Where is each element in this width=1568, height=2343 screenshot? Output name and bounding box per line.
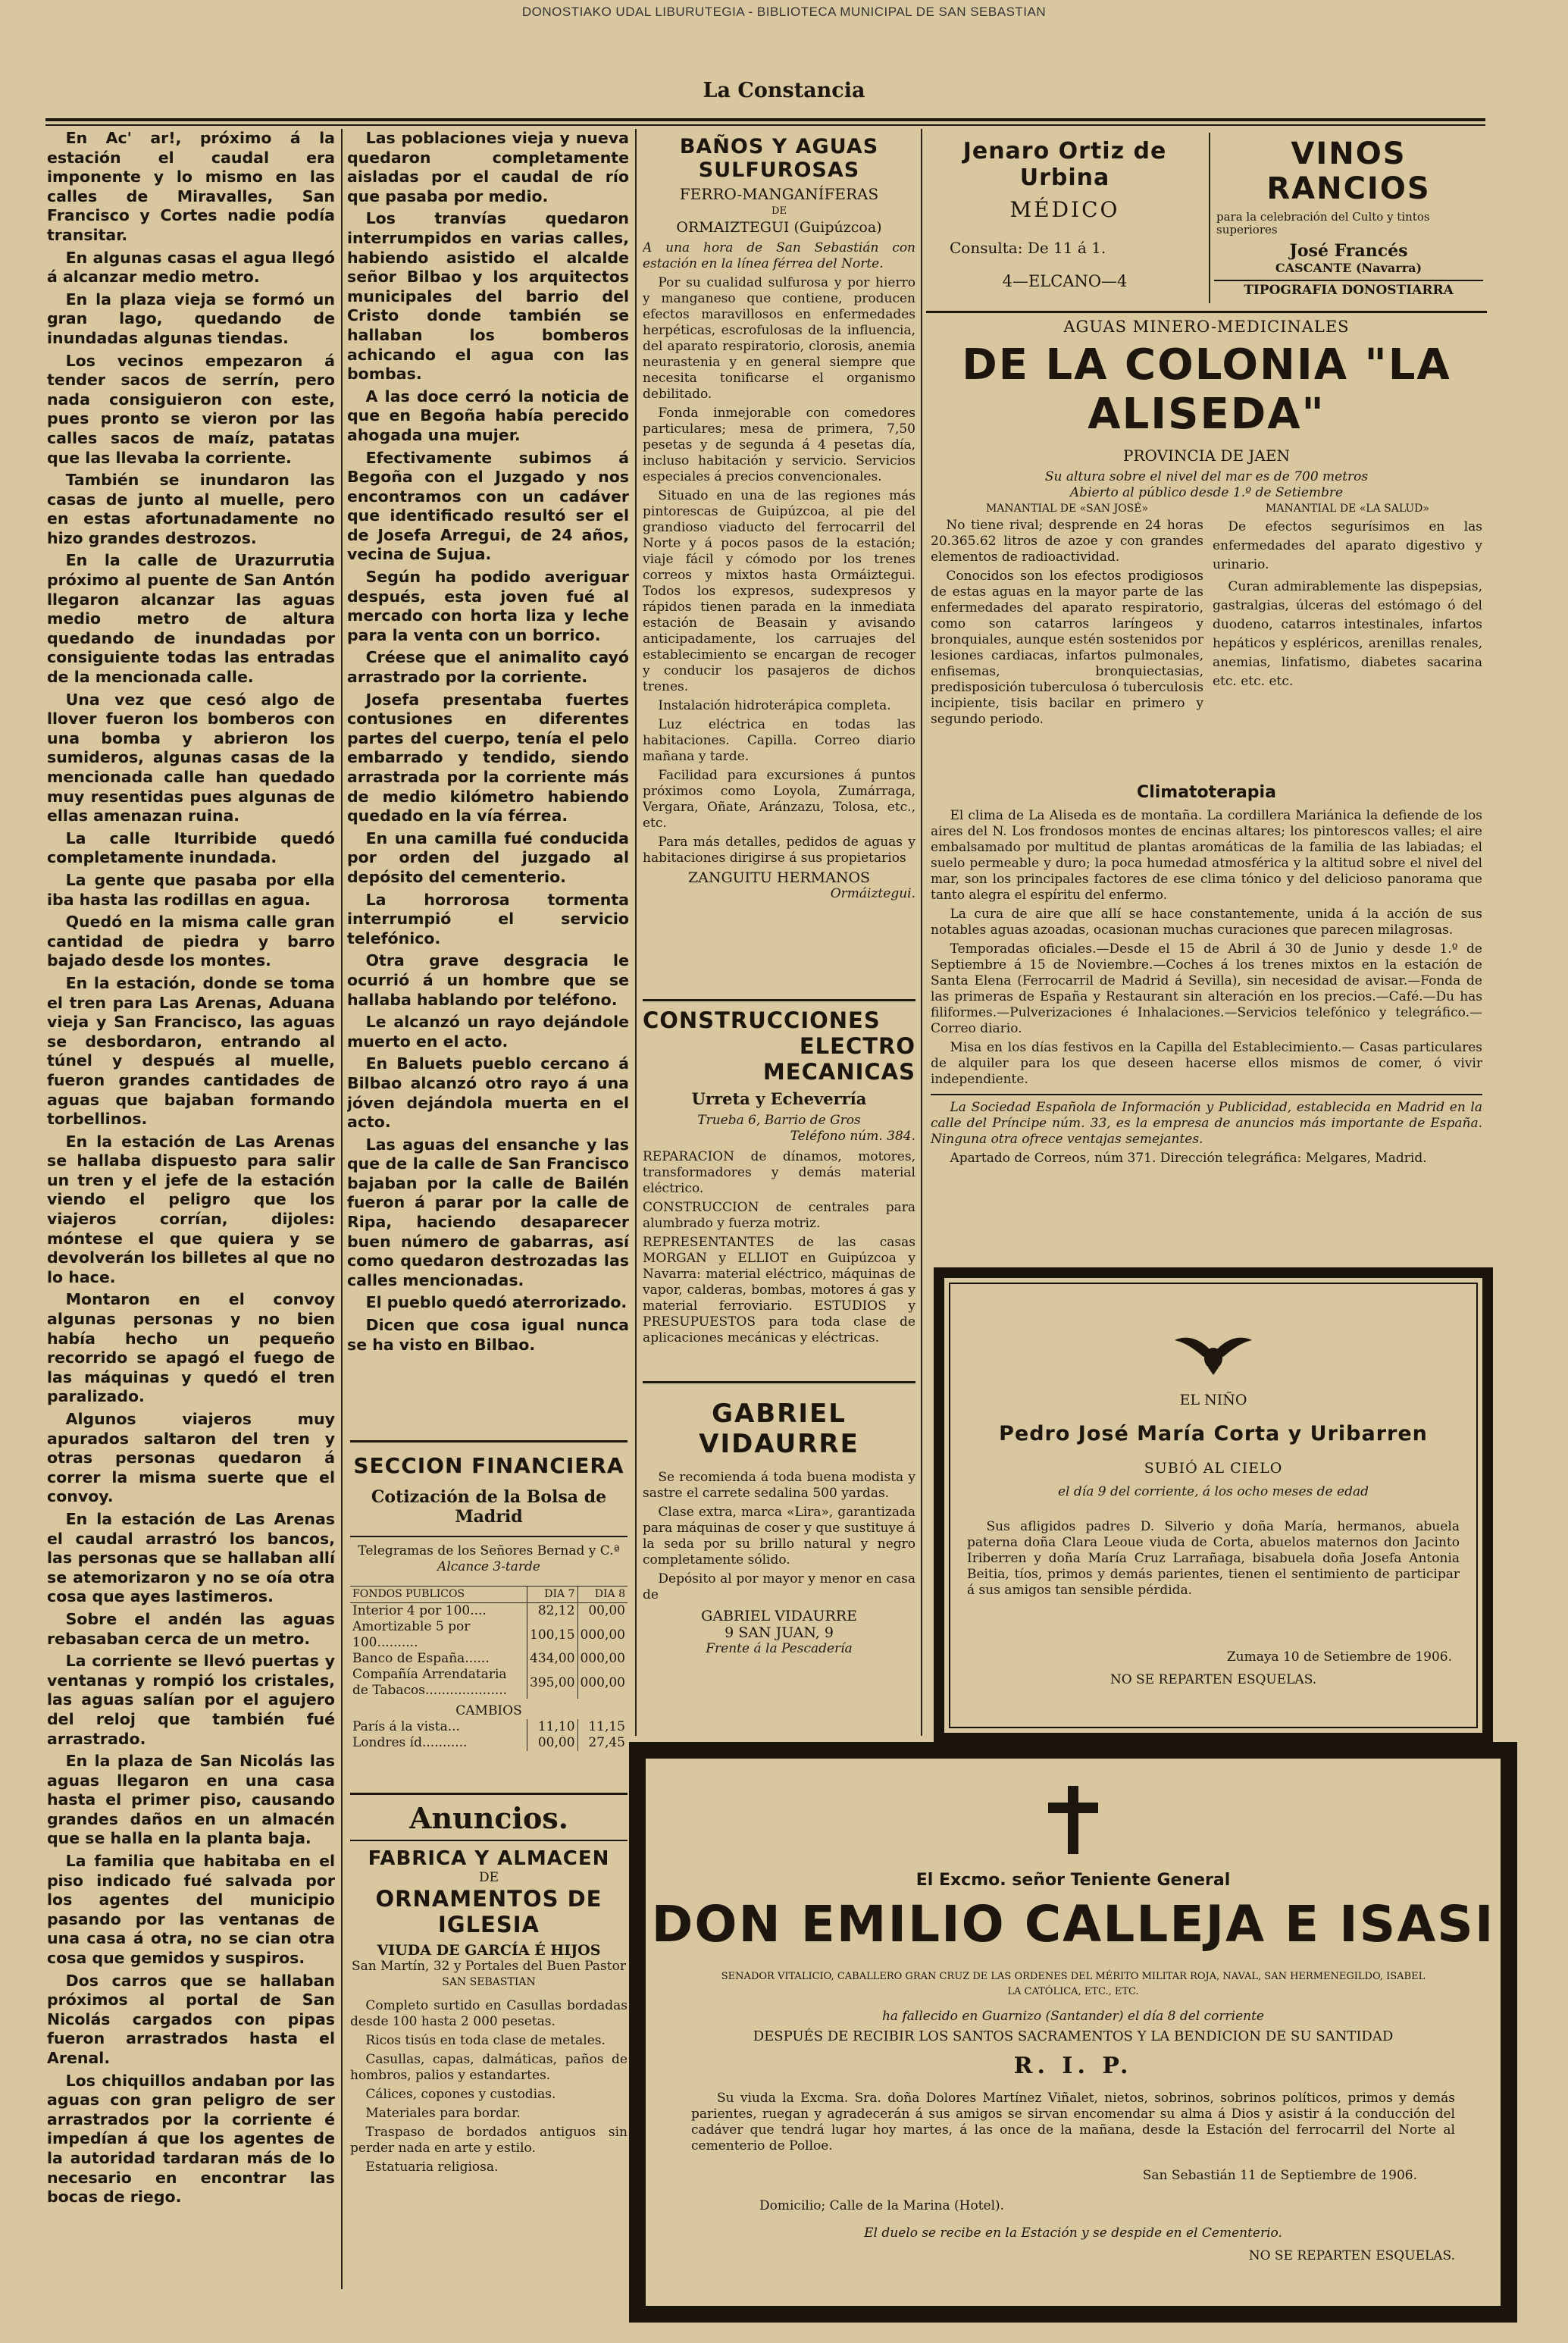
construcciones-address: Trueba 6, Barrio de Gros: [697, 1113, 861, 1128]
column-rule: [635, 129, 637, 1736]
news-paragraph: Una vez que cesó algo de llover fueron los bomberos con una bomba y abrieron los sumideros, algunas casas de la mencionada calle han quedado muy resentidas pues algunas de ellas amenazan ruina.: [47, 690, 335, 825]
news-paragraph: La horrorosa tormenta interrumpió el servicio telefónico.: [347, 890, 629, 948]
news-paragraph: Las poblaciones vieja y nueva quedaron completamente aisladas por el caudal de río que pasaba por medio.: [347, 129, 629, 205]
news-paragraph: Efectivamente subimos á Begoña con el Juzgado y nos encontramos con un cadáver que identificado resultó ser el de Josefa Arregui, de 24 años, vecina de Sujua.: [347, 448, 629, 564]
construcciones-firm: Urreta y Echeverría: [691, 1089, 867, 1108]
nino-date: el día 9 del corriente, á los ocho meses de edad: [1057, 1484, 1369, 1499]
news-paragraph: También se inundaron las casas de junto al muelle, pero en estas afortunadamente no hizo grandes destrozos.: [47, 471, 335, 547]
row-label: Amortizable 5 por 100..........: [352, 1619, 471, 1650]
row-value: 434,00: [527, 1651, 577, 1667]
nino-text: Sus afligidos padres D. Silverio y doña María, hermanos, abuela paterna doña Clara Leoue viuda de Corta, abuelos maternos don Jacinto Iriberren y doña María Cruz Larrañaga, bisabuela doña Josefa Antonia Beitia, tíos, primos y demás parientes, tienen el sentimiento de participar á sus amigos tan sensible pérdida.: [967, 1519, 1460, 1598]
vidaurre-address: 9 SAN JUAN, 9: [725, 1624, 834, 1641]
row-value: 395,00: [527, 1667, 577, 1699]
calleja-name: DON EMILIO CALLEJA E ISASI: [651, 1895, 1495, 1953]
vidaurre-paragraph: Depósito al por mayor y menor en casa de: [643, 1571, 915, 1602]
finance-telegram: Telegramas de los Señores Bernad y C.ª: [358, 1543, 620, 1558]
calleja-domicilio: Domicilio; Calle de la Marina (Hotel).: [759, 2198, 1005, 2213]
banos-ad: [643, 129, 915, 989]
aliseda-open: Abierto al público desde 1.º de Setiembre: [1069, 485, 1344, 500]
nino-notice: [934, 1267, 1493, 1743]
news-paragraph: Según ha podido averiguar después, esta joven fué al mercado con horta liza y leche para la venta con un borrico.: [347, 568, 629, 644]
top-rule-thin: [45, 124, 1485, 126]
banos-intro: A una hora de San Sebastián con estación en la línea férrea del Norte.: [643, 240, 915, 271]
clima-paragraph: El clima de La Aliseda es de montaña. La cordillera Mariánica la defiende de los aires del N. Los frondosos montes de encinas altares; los pintorescos valles; el aire embalsamado por multitud de plantas aromáticas de la familia de las labiadas; el suelo permeable y duro; la poca humedad atmosférica y la altitud sobre el nivel del mar, son los principales factores de ese clima tónico y del delicioso panorama que tanto alegra el espíritu del enfermo.: [931, 808, 1482, 903]
news-column-2: [347, 129, 629, 1433]
news-paragraph: Los tranvías quedaron interrumpidos en varias calles, habiendo asistido el alcalde señor Bilbao y los arquitectos municipales del barrio del Cristo donde también se hallaban los bomberos achicando el agua con las bombas.: [347, 209, 629, 384]
clima-paragraph: Apartado de Correos, núm 371. Dirección telegráfica: Melgares, Madrid.: [950, 1151, 1427, 1166]
construcciones-paragraph: REPARACION de dínamos, motores, transformadores y demás material eléctrico.: [643, 1149, 915, 1196]
news-paragraph: Quedó en la misma calle gran cantidad de piedra y barro bajado desde los montes.: [47, 913, 335, 970]
medico-consulta: Consulta: De 11 á 1.: [950, 239, 1106, 257]
manantial-paragraph: De efectos segurísimos en las enfermedades del aparato digestivo y urinario.: [1213, 519, 1482, 572]
ad-line: Materiales para bordar.: [365, 2106, 521, 2121]
news-column-1: [47, 129, 335, 2274]
row-label: Compañía Arrendataria de Tabacos....................: [352, 1667, 508, 1698]
news-paragraph: La corriente se llevó puertas y ventanas y rompió los cristales, las aguas salían por el agujero del reloj que también fué arrastrado.: [47, 1652, 335, 1748]
masthead: La Constancia: [703, 79, 865, 102]
calleja-no-esquelas: NO SE REPARTEN ESQUELAS.: [1248, 2248, 1455, 2263]
vinos-place: CASCANTE (Navarra): [1275, 261, 1422, 275]
banos-paragraph: Por su cualidad sulfurosa y por hierro y manganeso que contiene, producen efectos maravillosos en enfermedades herpéticas, escrofulosas de la influencia, del aparato respiratorio, clorosis, anemia neurastenia y en general siempre que necesita tonificarse el organismo debilitado.: [643, 275, 915, 402]
manantial-heading: MANANTIAL DE «LA SALUD»: [1266, 503, 1429, 515]
finance-head-label: FONDOS PUBLICOS: [352, 1588, 465, 1600]
medico-name: Jenaro Ortiz de Urbina: [962, 138, 1167, 191]
finance-scope: Alcance 3-tarde: [437, 1559, 540, 1574]
banos-title: BAÑOS Y AGUAS SULFUROSAS: [679, 135, 879, 182]
calleja-rip: R. I. P.: [1013, 2053, 1133, 2079]
news-paragraph: A las doce cerró la noticia de que en Begoña había perecido ahogada una mujer.: [347, 387, 629, 444]
clima-paragraph: Misa en los días festivos en la Capilla del Establecimiento.— Casas particulares de alquiler para los que deseen hacerse ellos mismos de comer, ó vivir independiente.: [931, 1040, 1482, 1087]
news-paragraph: Los chiquillos andaban por las aguas con gran peligro de ser arrastrados por la corriente é impedían á que los agentes de la autoridad tardaran más de lo necesario en encontrar las bocas de riego.: [47, 2071, 335, 2207]
calleja-notice: [629, 1742, 1517, 2323]
news-paragraph: Montaron en el convoy algunas personas y no bien había hecho un pequeño recorrido se apagó el fuego de las máquinas y quedó el tren paralizado.: [47, 1290, 335, 1406]
construcciones-subtitle: ELECTRO MECANICAS: [762, 1033, 915, 1085]
fabrica-title: FABRICA Y ALMACEN: [368, 1847, 610, 1870]
calleja-fallecido: ha fallecido en Guarnizo (Santander) el día 8 del corriente: [881, 2009, 1264, 2024]
row-value: 000,00: [577, 1651, 628, 1667]
nino-place: Zumaya 10 de Setiembre de 1906.: [1226, 1649, 1452, 1665]
clima-paragraph: Temporadas oficiales.—Desde el 15 de Abril á 30 de Junio y desde 1.º de Septiembre á 15 de Noviembre.—Coches á los trenes mixtos en la estación de Santa Elena (Ferrocarril de Madrid á Sevilla), sin necesidad de avisar.—Fonda de las primeras de España y Restaurant sin alteración en los precios.—Café.—Du has filiformes.—Pulverizaciones é Inhalaciones.—Servicios telefónico y telegráfico.—Correo diario.: [931, 941, 1482, 1036]
nino-name: Pedro José María Corta y Uribarren: [999, 1422, 1428, 1446]
news-paragraph: En la estación de Las Arenas se hallaba dispuesto para salir un tren y el jefe de la estación viendo el peligro que los viajeros corrían, dijoles: móntese el que quiera y se devolverán los billetes al que no lo hace.: [47, 1132, 335, 1286]
manantial-paragraph: Curan admirablemente las dispepsias, gastralgias, úlceras del estómago ó del duodeno, catarros intestinales, infartos hepáticos y espléricos, arenillas renales, anemias, linfatismo, diabetes sacarina etc. etc. etc.: [1213, 579, 1482, 689]
news-paragraph: Dos carros que se hallaban próximos al portal de San Nicolás cargados con pipas fueron arrastrados hasta el Arenal.: [47, 1971, 335, 2067]
ad-line: Ricos tisús en toda clase de metales.: [365, 2033, 606, 2048]
nino-no-esquelas: NO SE REPARTEN ESQUELAS.: [1109, 1672, 1317, 1687]
news-paragraph: La calle Iturribide quedó completamente inundada.: [47, 829, 335, 867]
banos-paragraph: Facilidad para excursiones á puntos próximos como Loyola, Zumárraga, Vergara, Oñate, Aránzazu, Tolosa, etc., etc.: [643, 768, 915, 831]
manantial-paragraph: No tiene rival; desprende en 24 horas 20.365.62 litros de azoe y con grandes elementos de radioactividad.: [931, 518, 1203, 565]
news-paragraph: Dicen que cosa igual nunca se ha visto en Bilbao.: [347, 1316, 629, 1354]
news-paragraph: Otra grave desgracia le ocurrió á un hombre que se hallaba hablando por teléfono.: [347, 951, 629, 1009]
row-value: 11,15: [577, 1719, 628, 1735]
banos-paragraph: Instalación hidroterápica completa.: [658, 698, 891, 713]
vinos-ad: [1214, 129, 1483, 307]
top-rule: [45, 118, 1485, 121]
construcciones-ad: [643, 999, 915, 1380]
medico-address: 4—ELCANO—4: [1002, 272, 1128, 290]
table-row: [350, 1719, 628, 1735]
news-paragraph: Los vecinos empezaron á tender sacos de serrín, pero nada consiguieron con este, pues pronto se vieron por las calles sacos de maíz, patatas que las llevaba la corriente.: [47, 351, 335, 467]
nino-subio: SUBIÓ AL CIELO: [1144, 1460, 1283, 1477]
column-rule: [921, 129, 922, 1736]
table-row: [350, 1667, 628, 1699]
news-paragraph: Las aguas del ensanche y las que de la calle de San Francisco bajaban por la calle de Bailén fueron á parar por la calle de Ripa, haciendo desaparecer buen número de gabarras, así como quedaron destrozadas las calles mencionadas.: [347, 1135, 629, 1289]
row-label: Interior 4 por 100....: [352, 1603, 487, 1618]
banos-paragraph: Para más detalles, pedidos de aguas y habitaciones dirigirse á sus propietarios: [643, 835, 915, 866]
manantial-la-salud: [1213, 503, 1482, 694]
construcciones-paragraph: REPRESENTANTES de las casas MORGAN y ELLIOT en Guipúzcoa y Navarra: material eléctrico, máquinas de vapor, calderas, bombas, motores á gas y material ferroviario. ESTUDIOS y PRESUPUESTOS para toda clase de aplicaciones mecánicas y eléctricas.: [643, 1235, 915, 1345]
clima-paragraph: La Sociedad Española de Información y Publicidad, establecida en Madrid en la calle del Príncipe núm. 33, es la empresa de anuncios más importante de España. Ninguna otra ofrece ventajas semejantes.: [931, 1100, 1482, 1147]
row-label: Londres íd...........: [352, 1735, 468, 1750]
cross-icon: [1048, 1786, 1098, 1854]
aliseda-ad: [926, 311, 1487, 1253]
news-paragraph: Josefa presentaba fuertes contusiones en diferentes partes del cuerpo, tenía el pelo embarrado y tendido, siendo arrastrada por la corriente más de medio kilómetro habiendo quedado en la vía férrea.: [347, 690, 629, 825]
news-paragraph: En la plaza de San Nicolás las aguas llegaron en una casa hasta el primer piso, causando grandes daños en un almacén que se halla en la planta baja.: [47, 1752, 335, 1848]
construcciones-phone: Teléfono núm. 384.: [790, 1129, 915, 1144]
vinos-tipografia: TIPOGRAFIA DONOSTIARRA: [1244, 283, 1454, 298]
finance-head-day2: DIA 8: [577, 1587, 628, 1603]
table-row: [350, 1619, 628, 1651]
ornamentos-title: ORNAMENTOS DE IGLESIA: [375, 1886, 602, 1937]
anuncios-title: Anuncios.: [409, 1801, 568, 1835]
banos-subtitle: FERRO-MANGANÍFERAS: [679, 185, 879, 203]
medico-ad: [928, 129, 1201, 303]
ad-line: Casullas, capas, dalmáticas, paños de hombros, palios y estandartes.: [350, 2052, 628, 2083]
news-paragraph: Le alcanzó un rayo dejándole muerto en el acto.: [347, 1013, 629, 1051]
row-value: 00,00: [577, 1603, 628, 1620]
anuncios-section: [350, 1793, 628, 2280]
vidaurre-note: Frente á la Pescadería: [706, 1641, 853, 1656]
library-watermark: DONOSTIAKO UDAL LIBURUTEGIA - BIBLIOTECA MUNICIPAL DE SAN SEBASTIAN: [521, 5, 1047, 19]
finance-title: SECCION FINANCIERA: [353, 1453, 624, 1478]
banos-place: ORMAIZTEGUI (Guipúzcoa): [676, 219, 882, 236]
row-value: 11,10: [527, 1719, 577, 1735]
news-paragraph: Créese que el animalito cayó arrastrado por la corriente.: [347, 648, 629, 687]
banos-owners-place: Ormáiztegui.: [830, 886, 915, 901]
climatoterapia: [931, 783, 1482, 1170]
news-paragraph: En algunas casas el agua llegó á alcanzar medio metro.: [47, 248, 335, 287]
vidaurre-paragraph: Clase extra, marca «Lira», garantizada para máquinas de coser y que sustituye á la seda por su brillo natural y negro completamente sólido.: [643, 1505, 915, 1568]
banos-paragraph: Luz eléctrica en todas las habitaciones. Capilla. Correo diario mañana y tarde.: [643, 717, 915, 764]
news-paragraph: En la calle de Urazurrutia próximo al puente de San Antón llegaron alcanzar las aguas medio metro de altura quedando de inundadas por consiguiente todas las entradas de la mencionada calle.: [47, 551, 335, 687]
news-paragraph: En la estación, donde se toma el tren para Las Arenas, Aduana vieja y San Francisco, las aguas se desbordaron, entrando al túnel y después al muelle, fueron grandes cantidades de aguas que bajaban formando torbellinos.: [47, 973, 335, 1129]
ad-line: Completo surtido en Casullas bordadas desde 100 hasta 2 000 pesetas.: [350, 1998, 628, 2029]
vidaurre-ad: [643, 1381, 915, 1736]
row-value: 000,00: [577, 1619, 628, 1651]
construcciones-paragraph: CONSTRUCCION de centrales para alumbrado y fuerza motriz.: [643, 1200, 915, 1231]
medico-title: MÉDICO: [1009, 197, 1120, 222]
news-paragraph: Algunos viajeros muy apurados saltaron del tren y otras personas quedaron á correr la misma suerte que el convoy.: [47, 1410, 335, 1506]
ad-line: Traspaso de bordados antiguos sin perder nada en arte y estilo.: [350, 2125, 628, 2156]
banos-paragraph: Situado en una de las regiones más pintorescas de Guipúzcoa, al pie del grandioso viaducto del ferrocarril del Norte y á pocos pasos de la estación; viaje fácil y cómodo por los trenes correos y mixtos hasta Ormáiztegui. Todos los expresos, sudexpresos y rápidos tienen parada en la inmediata estación de Beasain y avisando anticipadamente, los carruajes del establecimiento se encargan de recoger y conducir los pasajeros de dichos trenes.: [643, 488, 915, 694]
vidaurre-paragraph: Se recomienda á toda buena modista y sastre el carrete sedalina 500 yardas.: [643, 1470, 915, 1501]
news-paragraph: Sobre el andén las aguas rebasaban cerca de un metro.: [47, 1609, 335, 1648]
row-value: 82,12: [527, 1603, 577, 1620]
vidaurre-name: GABRIEL VIDAURRE: [701, 1608, 857, 1624]
news-paragraph: En la estación de Las Arenas el caudal arrastró los bancos, las personas que se hallaban allí se atemorizaron y no se oía otra cosa que ayes lastimeros.: [47, 1509, 335, 1606]
ad-line: Cálices, copones y custodias.: [365, 2087, 556, 2102]
row-value: 100,15: [527, 1619, 577, 1651]
manantial-san-jose: [931, 503, 1203, 731]
viuda-city: SAN SEBASTIAN: [442, 1976, 536, 1988]
news-paragraph: En la plaza vieja se formó un gran lago, quedando de inundadas algunas tiendas.: [47, 290, 335, 347]
table-row: [350, 1603, 628, 1620]
banos-owners: ZANGUITU HERMANOS: [687, 869, 871, 886]
row-value: 27,45: [577, 1735, 628, 1751]
finance-head-day1: DIA 7: [527, 1587, 577, 1603]
climatoterapia-heading: Climatoterapia: [1137, 783, 1276, 802]
calleja-duelo: El duelo se recibe en la Estación y se despide en el Cementerio.: [864, 2226, 1282, 2241]
news-paragraph: La familia que habitaba en el piso indicado fué salvada por los agentes del municipio pasando por las ventanas de una casa á otra, no se cian otra cosa que gemidos y suspiros.: [47, 1852, 335, 1968]
calleja-text: Su viuda la Excma. Sra. doña Dolores Martínez Viñalet, nietos, sobrinos, sobrinos políticos, primos y demás parientes, ruegan y agradecerán á sus amigos se sirvan encomendar su alma á Dios y asistir á la conducción del cadáver que tendrá lugar hoy martes, á las once de la mañana, desde la Estación del ferrocarril del Norte al cementerio de Polloe.: [691, 2091, 1455, 2153]
news-paragraph: En Baluets pueblo cercano á Bilbao alcanzó otro rayo á una jóven dejándola muerta en el acto.: [347, 1054, 629, 1132]
manantial-heading: MANANTIAL DE «SAN JOSÉ»: [985, 503, 1149, 515]
news-paragraph: En una camilla fué conducida por orden del juzgado al depósito del cementerio.: [347, 829, 629, 886]
aliseda-pre: AGUAS MINERO-MEDICINALES: [1063, 318, 1350, 336]
row-value: 00,00: [527, 1735, 577, 1751]
finance-section: [350, 1440, 628, 1787]
aliseda-province: PROVINCIA DE JAEN: [1123, 446, 1290, 465]
aliseda-altitude: Su altura sobre el nivel del mar es de 700 metros: [1044, 469, 1369, 484]
banos-paragraph: Fonda inmejorable con comedores particulares; mesa de primera, 7,50 pesetas y de segunda á 4 pesetas día, incluso habitación y servicio. Servicios especiales á precios convencionales.: [643, 406, 915, 484]
manantial-paragraph: Conocidos son los efectos prodigiosos de estas aguas en la mayor parte de las enfermedades del aparato respiratorio, como son catarros laríngeos y bronquiales, aunque estén sostenidos por lesiones cardiacas, infartos pulmonales, enfisemas, bronquiectasias, predisposición tuberculosa ó tuberculosis incipiente, tisis bacilar en primero y segundo periodo.: [931, 569, 1203, 727]
table-row: [350, 1651, 628, 1667]
ad-divider: [1209, 133, 1210, 303]
calleja-despues: DESPUÉS DE RECIBIR LOS SANTOS SACRAMENTOS Y LA BENDICION DE SU SANTIDAD: [753, 2028, 1394, 2044]
news-paragraph: La gente que pasaba por ella iba hasta las rodillas en agua.: [47, 870, 335, 909]
clima-paragraph: La cura de aire que allí se hace constantemente, unida á la acción de sus notables aguas azoadas, ocasionan muchas curaciones que parecen milagrosas.: [931, 907, 1482, 938]
vinos-title: VINOS RANCIOS: [1266, 136, 1431, 206]
construcciones-title: CONSTRUCCIONES: [643, 1007, 881, 1033]
column-rule: [341, 129, 343, 2289]
row-value: 000,00: [577, 1667, 628, 1699]
viuda-name: VIUDA DE GARCÍA É HIJOS: [377, 1942, 601, 1959]
viuda-address: San Martín, 32 y Portales del Buen Pastor: [352, 1959, 626, 1974]
cambios-heading: CAMBIOS: [455, 1703, 522, 1718]
banos-de: DE: [771, 205, 787, 217]
table-row: [350, 1735, 628, 1751]
calleja-pre: El Excmo. señor Teniente General: [915, 1871, 1231, 1890]
row-label: París á la vista...: [352, 1719, 460, 1734]
vidaurre-title: GABRIEL VIDAURRE: [699, 1399, 859, 1459]
calleja-titles: SENADOR VITALICIO, CABALLERO GRAN CRUZ DE LAS ORDENES DEL MÉRITO MILITAR ROJA, NAVAL, SAN HERMENEGILDO, ISABEL LA CATÓLICA, ETC., ETC.: [721, 1971, 1426, 1997]
finance-subtitle: Cotización de la Bolsa de Madrid: [371, 1487, 607, 1527]
ad-line: Estatuaria religiosa.: [365, 2160, 499, 2175]
aliseda-title: DE LA COLONIA "LA ALISEDA": [962, 340, 1451, 439]
news-paragraph: En Ac' ar!, próximo á la estación el caudal era imponente y lo mismo en las calles de Miravalles, San Francisco y Cortes nadie podía transitar.: [47, 129, 335, 244]
news-paragraph: El pueblo quedó aterrorizado.: [365, 1293, 628, 1312]
dove-icon: [1172, 1323, 1255, 1377]
row-label: Banco de España......: [352, 1651, 490, 1666]
fabrica-de: DE: [478, 1870, 499, 1885]
nino-head: EL NIÑO: [1179, 1392, 1247, 1408]
finance-table: [350, 1586, 628, 1751]
calleja-date: San Sebastián 11 de Septiembre de 1906.: [1142, 2168, 1417, 2183]
vinos-name: José Francés: [1289, 241, 1408, 261]
vinos-desc: para la celebración del Culto y tintos superiores: [1216, 210, 1430, 236]
